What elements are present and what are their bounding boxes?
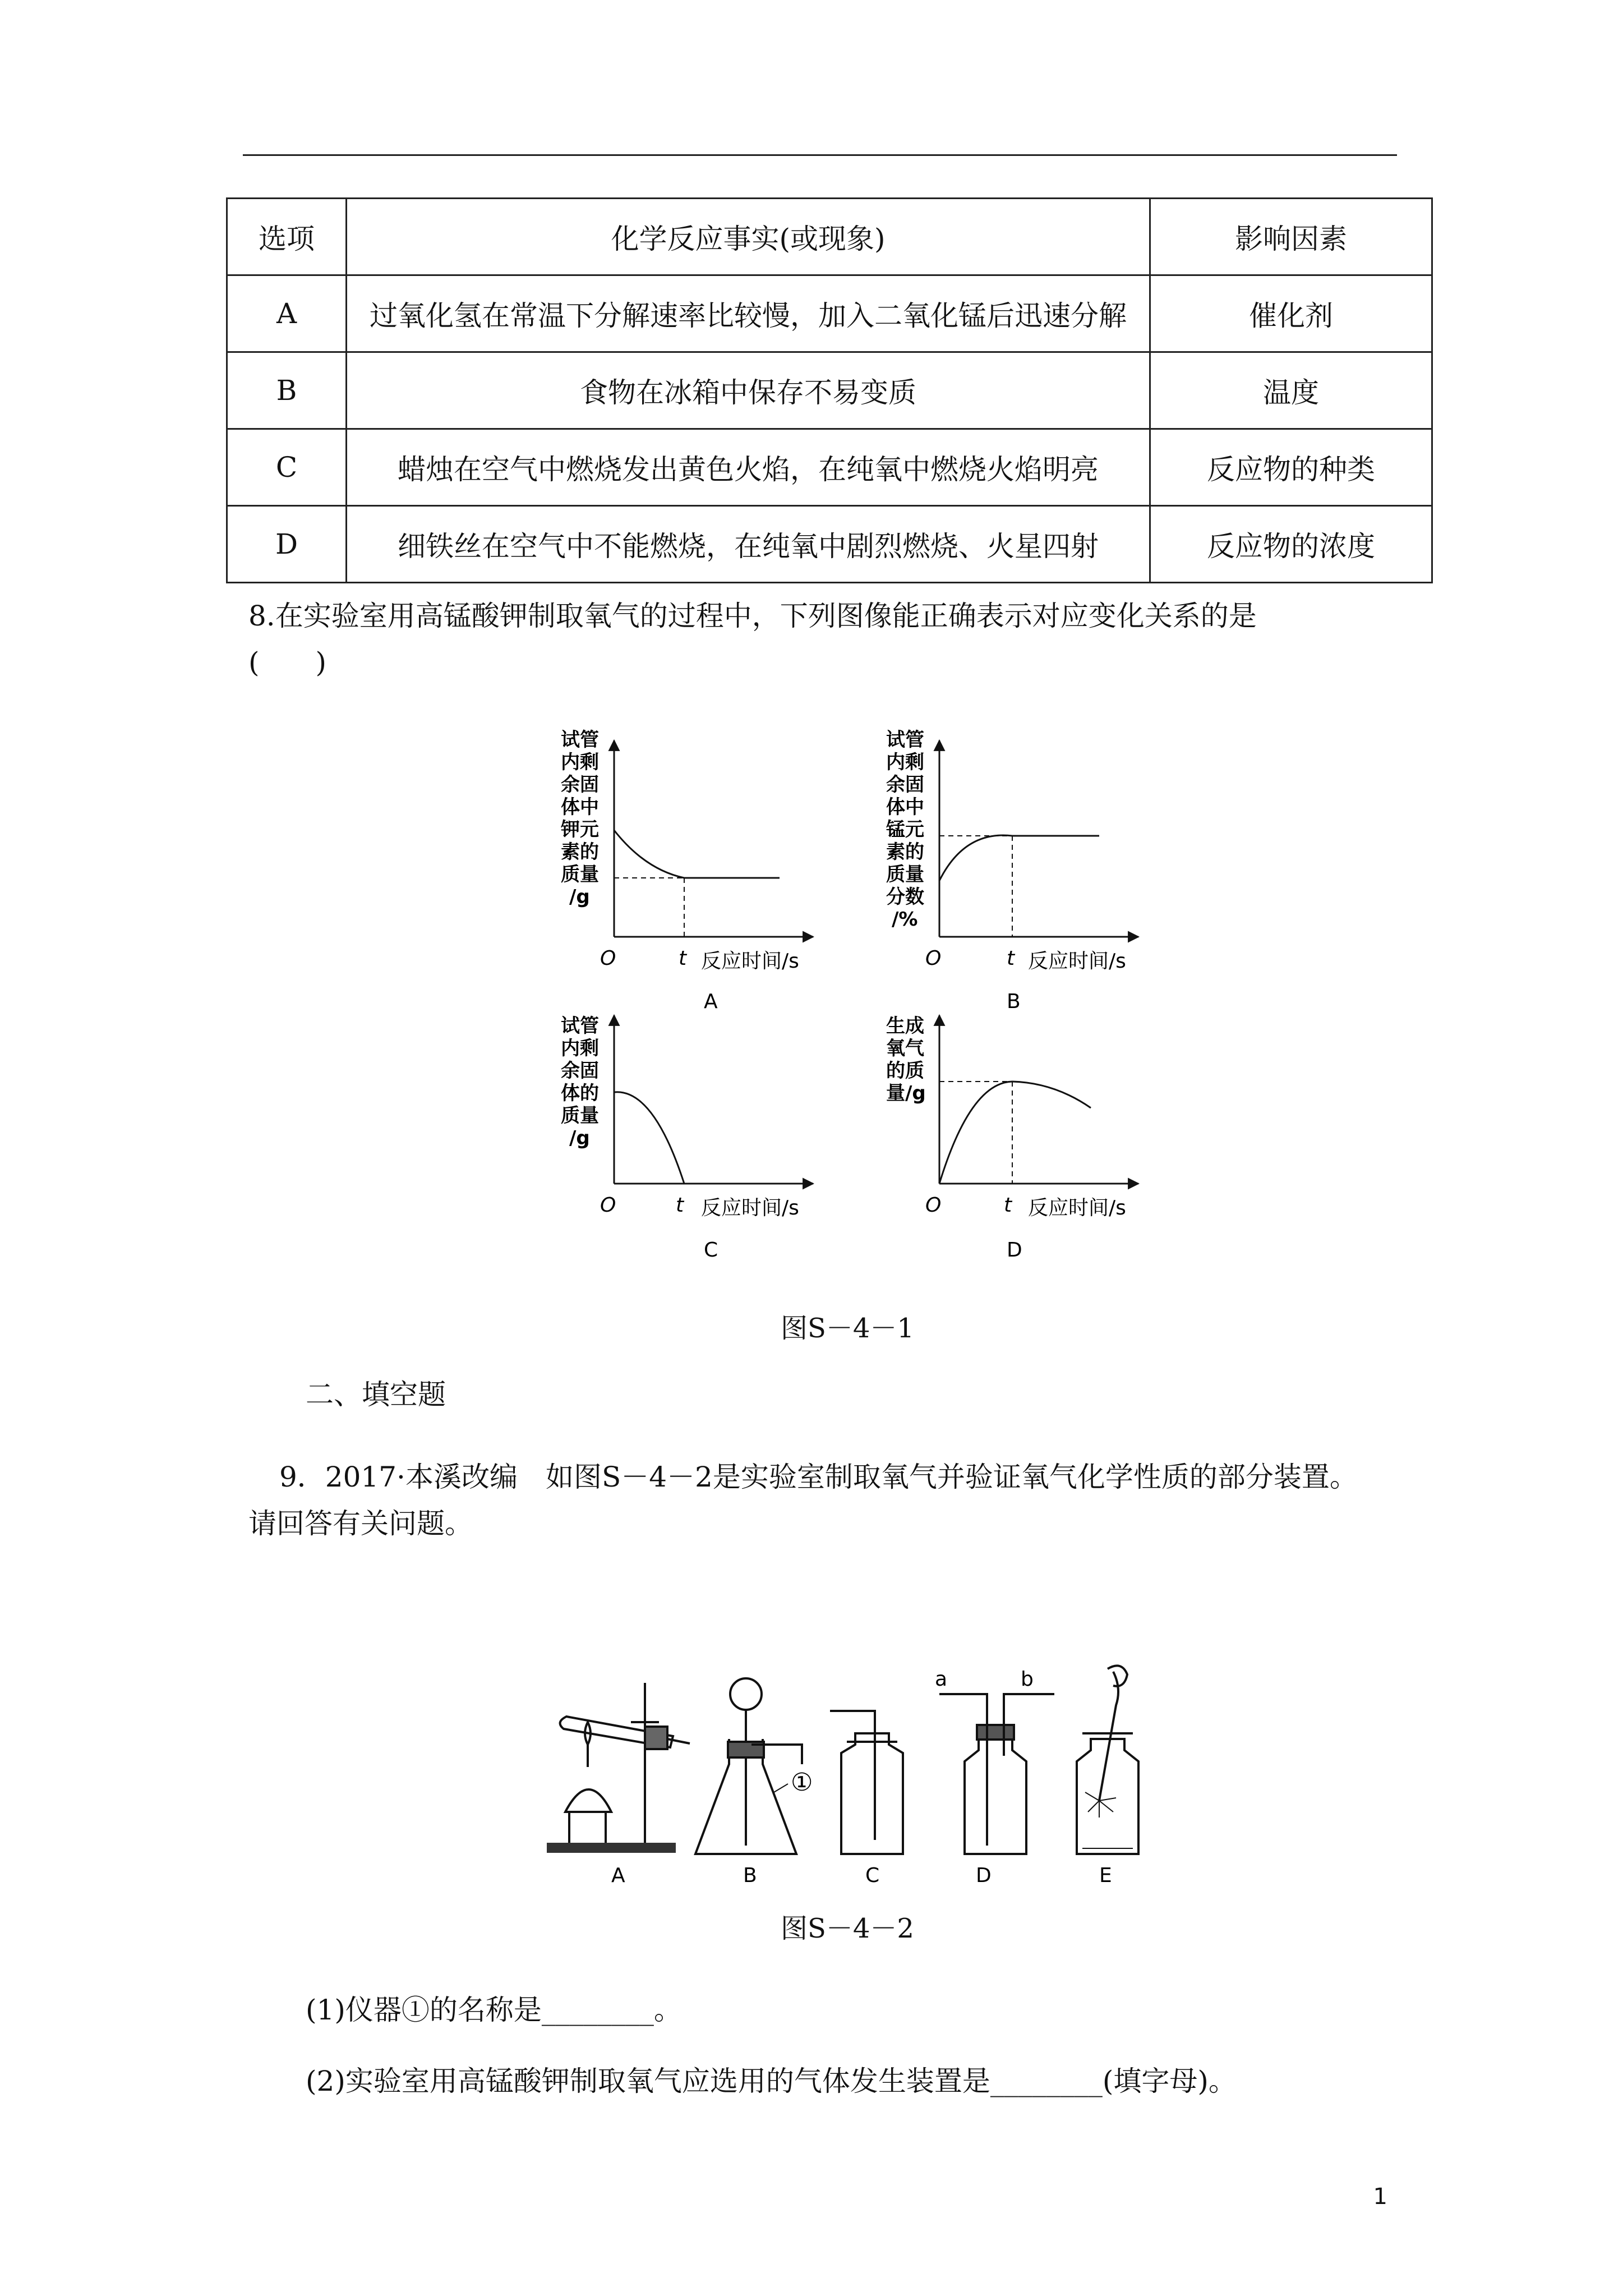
alcohol-lamp xyxy=(565,1789,611,1812)
ylabel-line: /g xyxy=(569,886,590,908)
ylabel-line: 质量 xyxy=(561,1105,599,1127)
section-title: 二、填空题 xyxy=(306,1378,446,1411)
table-row xyxy=(227,429,1432,506)
pointer-line xyxy=(774,1784,788,1792)
gas-bottle xyxy=(841,1733,903,1854)
ylabel-line: 试管 xyxy=(561,729,599,751)
ylabel-line: 内剩 xyxy=(561,1037,599,1060)
table-header-row xyxy=(227,199,1432,275)
apparatus-a xyxy=(547,1683,690,1853)
ylabel-line: 试管 xyxy=(886,729,924,751)
curve xyxy=(614,830,684,878)
table-cell: B xyxy=(227,352,347,429)
t-label: t xyxy=(676,1194,684,1217)
table-header-cell: 影响因素 xyxy=(1150,199,1432,275)
ylabel-line: 体的 xyxy=(561,1082,599,1105)
graph-a xyxy=(560,729,813,1013)
table-row xyxy=(227,506,1432,583)
stopper xyxy=(977,1725,1014,1740)
graph-c xyxy=(561,1015,813,1262)
origin-label: O xyxy=(600,1194,616,1217)
ylabel-line: 余固 xyxy=(886,774,924,796)
table-cell: 催化剂 xyxy=(1150,275,1432,352)
instrument-marker: ① xyxy=(791,1768,813,1797)
lamp-body-top xyxy=(569,1812,606,1843)
gas-bottle xyxy=(965,1733,1026,1854)
origin-label: O xyxy=(925,947,942,970)
graph-d xyxy=(886,1015,1138,1262)
table-cell: C xyxy=(227,429,347,506)
apparatus-c xyxy=(830,1711,903,1854)
funnel-bulb xyxy=(730,1678,762,1710)
page-number: 1 xyxy=(1373,2184,1387,2210)
apparatus-b xyxy=(695,1678,802,1854)
curve xyxy=(939,1082,1091,1184)
graph-letter: D xyxy=(1007,1239,1022,1262)
t-label: t xyxy=(1007,947,1015,970)
stopper xyxy=(645,1727,667,1749)
graph-a-ylabel xyxy=(560,729,599,908)
answer-bracket: ( ) xyxy=(248,646,327,679)
iron-wire xyxy=(1099,1672,1118,1801)
ylabel-line: 余固 xyxy=(561,1060,599,1082)
origin-label: O xyxy=(600,947,616,970)
x-axis-label: 反应时间/s xyxy=(701,1197,799,1220)
port-label-a: a xyxy=(935,1668,948,1691)
port-label-b: b xyxy=(1021,1668,1034,1691)
question-8-text: 8.在实验室用高锰酸钾制取氧气的过程中，下列图像能正确表示对应变化关系的是 xyxy=(248,600,1257,632)
curve xyxy=(614,1092,684,1184)
table-cell: 反应物的浓度 xyxy=(1150,506,1432,583)
ylabel-line: 分数 xyxy=(886,886,924,908)
curve xyxy=(939,835,1012,881)
apparatus-label: B xyxy=(743,1864,757,1887)
header-rule xyxy=(243,154,1397,156)
table-header-cell: 化学反应事实(或现象) xyxy=(347,199,1150,275)
figure-s-4-2 xyxy=(0,1660,1623,1896)
ylabel-line: 量/g xyxy=(886,1082,926,1105)
ylabel-line: 的质 xyxy=(886,1060,924,1082)
ylabel-line: 钾元 xyxy=(561,818,599,841)
question-9-text-2: 请回答有关问题。 xyxy=(248,1507,473,1540)
ylabel-line: /% xyxy=(892,908,918,931)
ylabel-line: 内剩 xyxy=(886,751,924,774)
table-cell: 温度 xyxy=(1150,352,1432,429)
table-cell: 食物在冰箱中保存不易变质 xyxy=(347,352,1150,429)
delivery-tube xyxy=(830,1711,875,1840)
apparatus-label: A xyxy=(611,1864,625,1887)
graph-letter: C xyxy=(704,1239,718,1262)
apparatus-label: D xyxy=(976,1864,992,1887)
table-cell: A xyxy=(227,275,347,352)
graph-b-ylabel xyxy=(886,729,924,931)
apparatus-label: E xyxy=(1099,1864,1112,1887)
long-tube xyxy=(939,1694,987,1846)
t-label: t xyxy=(1004,1194,1012,1217)
graph-c-ylabel xyxy=(561,1015,599,1149)
stand-base xyxy=(547,1843,676,1853)
table-header-cell: 选项 xyxy=(227,199,347,275)
sub-question-2: (2)实验室用高锰酸钾制取氧气应选用的气体发生装置是________(填字母)。 xyxy=(306,2065,1237,2097)
t-label: t xyxy=(679,947,687,970)
origin-label: O xyxy=(925,1194,942,1217)
ylabel-line: 素的 xyxy=(561,841,599,863)
apparatus-e xyxy=(1077,1665,1138,1854)
options-table xyxy=(226,197,1433,583)
ylabel-line: 内剩 xyxy=(561,751,599,774)
table-cell: 过氧化氢在常温下分解速率比较慢，加入二氧化锰后迅速分解 xyxy=(347,275,1150,352)
table-cell: 细铁丝在空气中不能燃烧，在纯氧中剧烈燃烧、火星四射 xyxy=(347,506,1150,583)
figure-s-4-1 xyxy=(0,718,1623,1391)
x-axis-label: 反应时间/s xyxy=(1028,1197,1126,1220)
ylabel-line: 体中 xyxy=(886,796,924,818)
table-cell: D xyxy=(227,506,347,583)
table-row xyxy=(227,275,1432,352)
ylabel-line: 锰元 xyxy=(886,818,924,841)
ylabel-line: 质量 xyxy=(886,863,924,886)
figure-1-caption: 图S－4－1 xyxy=(781,1313,914,1344)
ylabel-line: /g xyxy=(569,1127,590,1149)
apparatus-d xyxy=(939,1694,1054,1854)
graph-letter: A xyxy=(704,990,718,1013)
ylabel-line: 试管 xyxy=(561,1015,599,1037)
x-axis-label: 反应时间/s xyxy=(1028,950,1126,973)
graph-b xyxy=(886,729,1138,1013)
graph-d-ylabel xyxy=(886,1015,926,1105)
figure-2-caption: 图S－4－2 xyxy=(781,1913,914,1944)
ylabel-line: 氧气 xyxy=(886,1037,924,1060)
table-row xyxy=(227,352,1432,429)
ylabel-line: 质量 xyxy=(561,863,599,886)
ylabel-line: 素的 xyxy=(886,841,924,863)
table-cell: 蜡烛在空气中燃烧发出黄色火焰，在纯氧中燃烧火焰明亮 xyxy=(347,429,1150,506)
ylabel-line: 体中 xyxy=(561,796,599,818)
apparatus-label: C xyxy=(865,1864,880,1887)
question-9-text: 9．2017·本溪改编 如图S－4－2是实验室制取氧气并验证氧气化学性质的部分装置。 xyxy=(279,1461,1358,1493)
x-axis-label: 反应时间/s xyxy=(701,950,799,973)
graph-letter: B xyxy=(1007,990,1021,1013)
ylabel-line: 余固 xyxy=(561,774,599,796)
sub-question-1: (1)仪器①的名称是________。 xyxy=(306,1994,682,2026)
table-cell: 反应物的种类 xyxy=(1150,429,1432,506)
ylabel-line: 生成 xyxy=(886,1015,924,1037)
